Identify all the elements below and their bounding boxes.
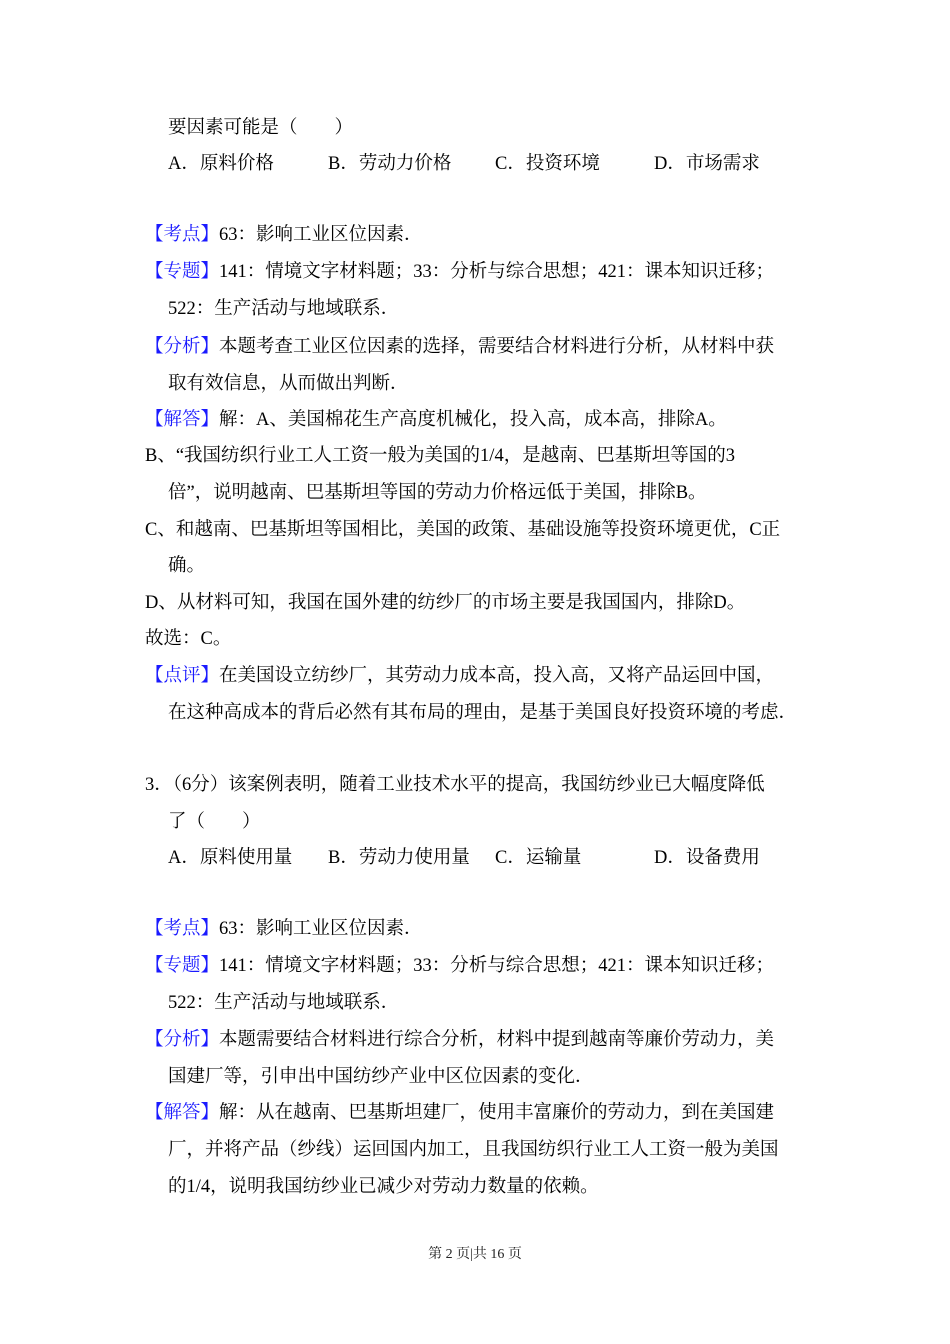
option-b: B．劳动力使用量 xyxy=(328,848,470,868)
answer-d-line: D、从材料可知，我国在国外建的纺纱厂的市场主要是我国国内，排除D。 xyxy=(145,593,746,613)
dianping-text: 在美国设立纺纱厂，其劳动力成本高，投入高，又将产品运回中国， xyxy=(219,666,775,686)
answer-c-line1: C、和越南、巴基斯坦等国相比，美国的政策、基础设施等投资环境更优，C正 xyxy=(145,520,781,540)
jieda xyxy=(145,408,727,432)
jieda-text: 解：A、美国棉花生产高度机械化，投入高，成本高，排除A。 xyxy=(219,410,727,430)
zhuanti-cont: 522：生产活动与地域联系． xyxy=(168,299,400,319)
q3-zhuanti-cont: 522：生产活动与地域联系． xyxy=(168,993,400,1013)
q3-kaodian xyxy=(145,917,423,941)
question-3-stem: 3．（6分）该案例表明，随着工业技术水平的提高，我国纺纱业已大幅度降低 xyxy=(145,775,765,795)
zhuanti-text: 141：情境文字材料题；33：分析与综合思想；421：课本知识迁移； xyxy=(219,956,775,976)
dianping xyxy=(145,664,774,688)
question-3-stem-cont: 了（ ） xyxy=(168,812,261,832)
jieda-label: 【解答】 xyxy=(145,410,220,430)
fenxi-text: 本题需要结合材料进行综合分析，材料中提到越南等廉价劳动力，美 xyxy=(219,1030,775,1050)
q3-jieda-cont1: 厂，并将产品（纱线）运回国内加工，且我国纺织行业工人工资一般为美国 xyxy=(168,1140,779,1160)
option-d: D．市场需求 xyxy=(654,154,760,174)
fenxi-cont: 取有效信息，从而做出判断． xyxy=(168,374,409,394)
option-d: D．设备费用 xyxy=(654,848,760,868)
kaodian-label: 【考点】 xyxy=(145,919,220,939)
jieda-text: 解：从在越南、巴基斯坦建厂，使用丰富廉价的劳动力，到在美国建 xyxy=(219,1103,775,1123)
zhuanti-label: 【专题】 xyxy=(145,262,220,282)
option-c: C．运输量 xyxy=(495,848,582,868)
q3-jieda xyxy=(145,1101,774,1125)
fenxi xyxy=(145,335,774,359)
answer-b-line1: B、“我国纺织行业工人工资一般为美国的1/4，是越南、巴基斯坦等国的3 xyxy=(145,446,735,466)
jieda-label: 【解答】 xyxy=(145,1103,220,1123)
kaodian-text: 63：影响工业区位因素． xyxy=(219,225,423,245)
q3-zhuanti xyxy=(145,954,774,978)
option-b: B．劳动力价格 xyxy=(328,154,452,174)
option-a: A．原料使用量 xyxy=(168,848,293,868)
q3-fenxi-cont: 国建厂等，引申出中国纺纱产业中区位因素的变化． xyxy=(168,1067,594,1087)
answer-b-line2: 倍”，说明越南、巴基斯坦等国的劳动力价格远低于美国，排除B。 xyxy=(168,483,707,503)
final-answer: 故选：C。 xyxy=(145,629,232,649)
dianping-cont: 在这种高成本的背后必然有其布局的理由，是基于美国良好投资环境的考虑． xyxy=(168,703,798,723)
kaodian-label: 【考点】 xyxy=(145,225,220,245)
fenxi-text: 本题考查工业区位因素的选择，需要结合材料进行分析，从材料中获 xyxy=(219,337,775,357)
kaodian-text: 63：影响工业区位因素． xyxy=(219,919,423,939)
zhuanti xyxy=(145,260,774,284)
dianping-label: 【点评】 xyxy=(145,666,220,686)
question-stem: 要因素可能是（ ） xyxy=(168,118,354,138)
answer-c-line2: 确。 xyxy=(168,556,206,576)
q3-fenxi xyxy=(145,1028,774,1052)
fenxi-label: 【分析】 xyxy=(145,1030,220,1050)
zhuanti-label: 【专题】 xyxy=(145,956,220,976)
q3-jieda-cont2: 的1/4，说明我国纺纱业已减少对劳动力数量的依赖。 xyxy=(168,1177,599,1197)
option-a: A．原料价格 xyxy=(168,154,274,174)
kaodian xyxy=(145,223,423,247)
option-c: C．投资环境 xyxy=(495,154,600,174)
zhuanti-text: 141：情境文字材料题；33：分析与综合思想；421：课本知识迁移； xyxy=(219,262,775,282)
fenxi-label: 【分析】 xyxy=(145,337,220,357)
page-footer: 第 2 页|共 16 页 xyxy=(428,1247,522,1262)
